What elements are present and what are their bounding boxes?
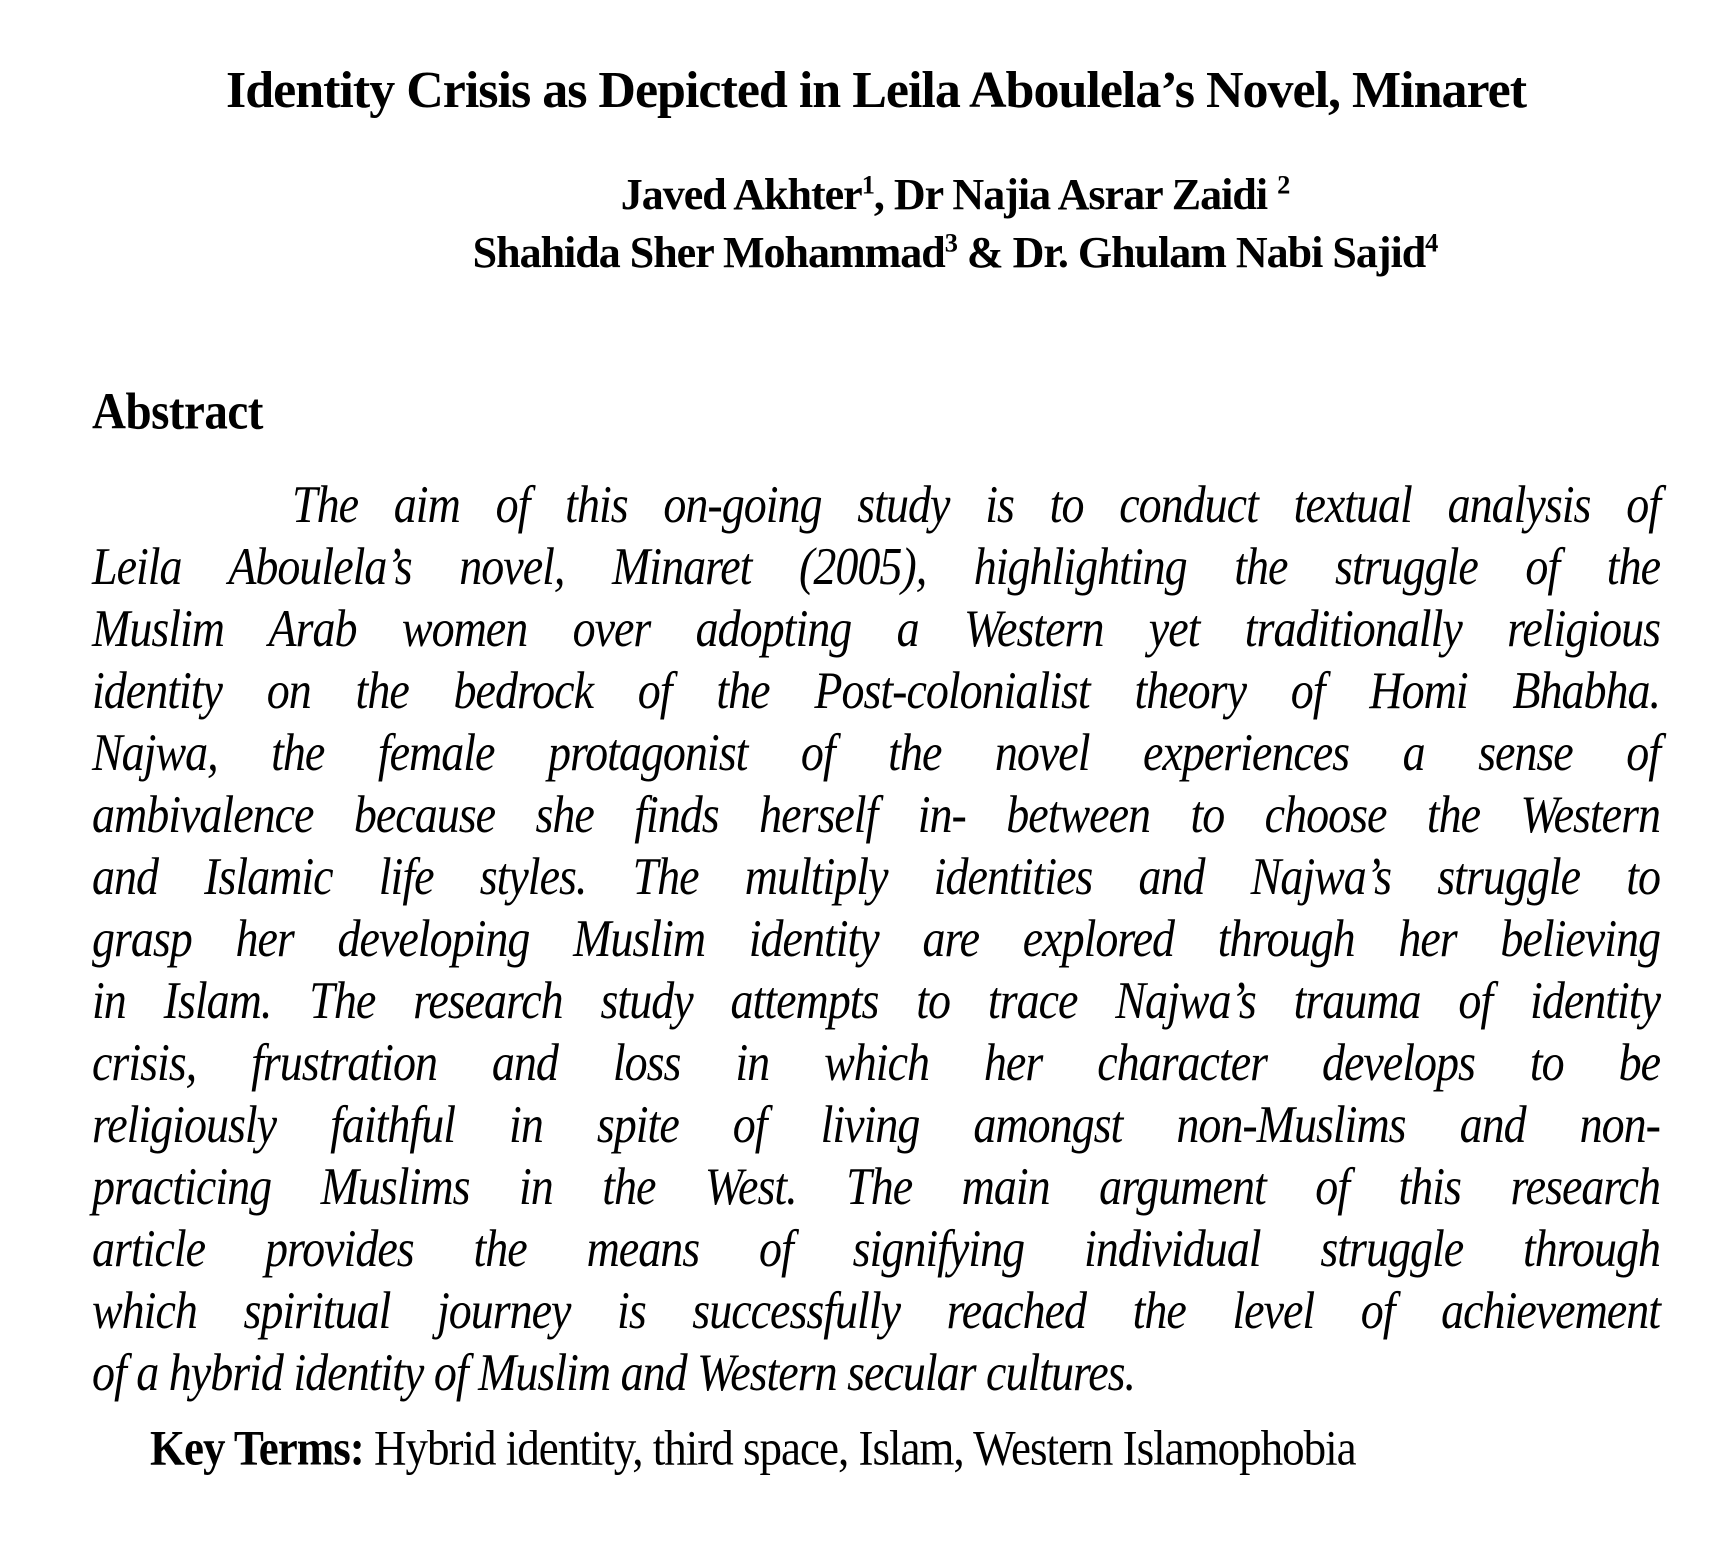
abstract-heading: Abstract bbox=[92, 383, 263, 441]
abstract-line: practicing Muslims in the West. The main argument of this research bbox=[92, 1156, 1660, 1216]
author-name: & Dr. Ghulam Nabi Sajid bbox=[956, 228, 1426, 277]
author-line-2 bbox=[171, 224, 1734, 282]
author-affiliation-sup: 3 bbox=[944, 227, 957, 258]
abstract-line: in Islam. The research study attempts to trace Najwa’s trauma of identity bbox=[92, 970, 1660, 1030]
abstract-line: The aim of this on-going study is to conduct textual analysis of bbox=[292, 474, 1660, 534]
paper-title: Identity Crisis as Depicted in Leila Aboulela’s Novel, Minaret bbox=[225, 62, 1527, 119]
abstract-line: identity on the bedrock of the Post-colonialist theory of Homi Bhabha. bbox=[92, 660, 1660, 720]
abstract-line: article provides the means of signifying individual struggle through bbox=[92, 1218, 1660, 1278]
abstract-line: Leila Aboulela’s novel, Minaret (2005), highlighting the struggle of the bbox=[92, 536, 1660, 596]
abstract-line: ambivalence because she finds herself in- between to choose the Western bbox=[92, 784, 1660, 844]
abstract-line: grasp her developing Muslim identity are explored through her believing bbox=[92, 908, 1660, 968]
key-terms-label: Key Terms: bbox=[150, 1420, 364, 1476]
abstract-line: of a hybrid identity of Muslim and Western secular cultures. bbox=[92, 1342, 1136, 1402]
key-terms-text: Hybrid identity, third space, Islam, Western Islamophobia bbox=[363, 1420, 1356, 1476]
abstract-line: which spiritual journey is successfully reached the level of achievement bbox=[92, 1280, 1660, 1340]
author-affiliation-sup: 4 bbox=[1425, 227, 1438, 258]
author-block bbox=[171, 166, 1734, 282]
author-name: , Dr Najia Asrar Zaidi bbox=[873, 170, 1278, 219]
author-affiliation-sup: 2 bbox=[1277, 169, 1290, 200]
key-terms bbox=[92, 1415, 1660, 1481]
abstract-line: religiously faithful in spite of living amongst non-Muslims and non- bbox=[92, 1094, 1660, 1154]
abstract-line: crisis, frustration and loss in which her character develops to be bbox=[92, 1032, 1660, 1092]
abstract-line: Muslim Arab women over adopting a Western yet traditionally religious bbox=[92, 598, 1660, 658]
author-name: Shahida Sher Mohammad bbox=[472, 228, 945, 277]
abstract-line: and Islamic life styles. The multiply identities and Najwa’s struggle to bbox=[92, 846, 1660, 906]
abstract-paragraph bbox=[92, 474, 1660, 1404]
author-name: Javed Akhter bbox=[620, 170, 862, 219]
author-affiliation-sup: 1 bbox=[861, 169, 874, 200]
abstract-line: Najwa, the female protagonist of the novel experiences a sense of bbox=[92, 722, 1660, 782]
author-line-1 bbox=[171, 166, 1734, 224]
